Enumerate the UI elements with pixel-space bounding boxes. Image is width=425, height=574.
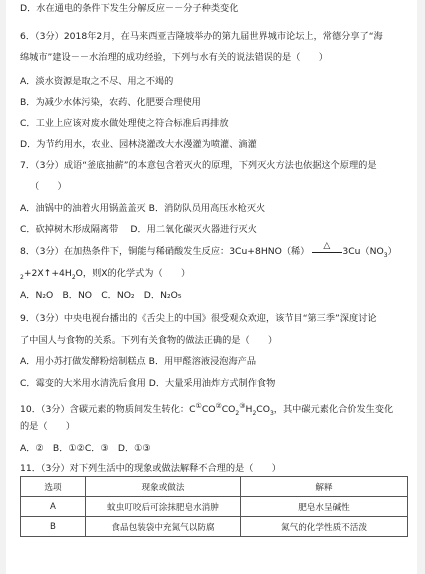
exam-page — [6, 0, 417, 574]
q9-options-ab: A．用小苏打做发酵粉焙制糕点 B．用甲醛溶液浸泡海产品 — [20, 356, 257, 367]
q9-stem-line1: 9．（3分）中央电视台播出的《舌尖上的中国》很受观众欢迎，该节目“第三季”深度讨论 — [20, 313, 377, 324]
q8-tail: O，则X的化学式为（ ） — [75, 268, 191, 279]
q10-h2co3-co: CO — [256, 404, 270, 415]
table-cell: B — [21, 517, 86, 537]
q10-co2-sub: 2 — [235, 409, 240, 417]
q8-paren: （稀） — [281, 246, 310, 257]
table-header: 解释 — [241, 477, 408, 497]
table-header: 现象或做法 — [86, 477, 241, 497]
q10-step1: ① — [195, 402, 202, 410]
table-row — [21, 497, 408, 517]
q10-step2: ② — [215, 402, 222, 410]
q8-close: ） — [387, 246, 397, 257]
q10-tail: ，其中碳元素化合价发生变化 — [273, 404, 394, 415]
q8-stem-line2 — [20, 268, 407, 284]
q10-co: CO — [201, 404, 216, 415]
table-header-row — [21, 477, 408, 497]
q7-options-ab: A．油锅中的油着火用锅盖盖灭 B．消防队员用高压水枪灭火 — [20, 203, 266, 214]
q8-h2o-sub: 2 — [71, 273, 76, 281]
q9-options-cd: C．霉变的大米用水清洗后食用 D．大量采用油炸方式制作食物 — [20, 378, 276, 389]
q10-step3: ③ — [239, 402, 246, 410]
q8-product-sub: 3 — [383, 251, 388, 259]
heat-triangle-icon: △ — [323, 240, 331, 251]
q10-stem-text: 10．（3分）含碳元素的物质间发生转化：C — [20, 404, 196, 415]
q10-h2co3-sub2: 2 — [252, 409, 257, 417]
table-cell: 氮气的化学性质不活泼 — [241, 517, 408, 537]
equals-bar — [312, 252, 342, 253]
q6-stem-line2: 绵城市”建设－－水治理的成功经验，下列与水有关的说法错误的是（ ） — [20, 52, 328, 63]
table-cell: 食品包装袋中充氮气以防腐 — [86, 517, 241, 537]
q9-stem-line2: 了中国人与食物的关系。下列有关食物的做法正确的是（ ） — [20, 335, 278, 346]
q8-line2-sub: 2 — [20, 273, 24, 281]
q7-stem-line2: （ ） — [30, 181, 67, 192]
table-row — [21, 517, 408, 537]
q10-h2co3-h: H — [245, 404, 253, 415]
q6-option-c: C．工业上应该对废水做处理使之符合标准后再排放 — [20, 118, 229, 129]
q10-options: A．② B．①②C．③ D．①③ — [20, 443, 151, 454]
q8-stem-text: 8．（3分）在加热条件下，铜能与稀硝酸发生反应：3Cu+8HNO — [20, 246, 282, 257]
q7-options-cd: C．砍掉树木形成隔离带 D．用二氧化碳灭火器进行灭火 — [20, 224, 257, 235]
heating-arrow — [312, 240, 342, 257]
q7-stem-line1: 7．（3分）成语“釜底抽薪”的本意包含着灭火的原理，下列灭火方法也依据这个原理的是 — [20, 160, 377, 171]
q11-stem: 11．（3分）对下列生活中的现象或做法解释不合理的是（ ） — [20, 463, 281, 474]
q6-option-d: D．为节约用水，农业、园林浇灌改大水漫灌为喷灌、滴灌 — [20, 139, 257, 150]
q8-options: A．N₂O B．NO C．NO₂ D．N₂O₅ — [20, 290, 182, 301]
q6-option-b: B．为减少水体污染，农药、化肥要合理使用 — [20, 97, 201, 108]
q10-h2co3-sub3: 3 — [269, 409, 274, 417]
q8-cont: +2X↑+4H — [23, 268, 72, 279]
q8-product: 3Cu（NO — [342, 246, 384, 257]
table-cell: 蚊虫叮咬后可涂抹肥皂水消肿 — [86, 497, 241, 517]
q11-table — [20, 476, 408, 537]
q8-stem-line1 — [20, 240, 407, 262]
q6-option-a: A．淡水资源是取之不尽、用之不竭的 — [20, 76, 174, 87]
table-cell: A — [21, 497, 86, 517]
q6-stem-line1: 6．（3分）2018年2月，在马来西亚吉隆坡举办的第九届世界城市论坛上，常德分享了“海 — [20, 31, 383, 42]
q10-co2: CO — [221, 404, 236, 415]
q5-option-d: D．水在通电的条件下发生分解反应－－分子种类变化 — [20, 3, 239, 14]
table-cell: 肥皂水呈碱性 — [241, 497, 408, 517]
q10-stem-line2: 的是（ ） — [20, 421, 76, 432]
table-header: 选项 — [21, 477, 86, 497]
q10-stem-line1 — [20, 400, 407, 420]
